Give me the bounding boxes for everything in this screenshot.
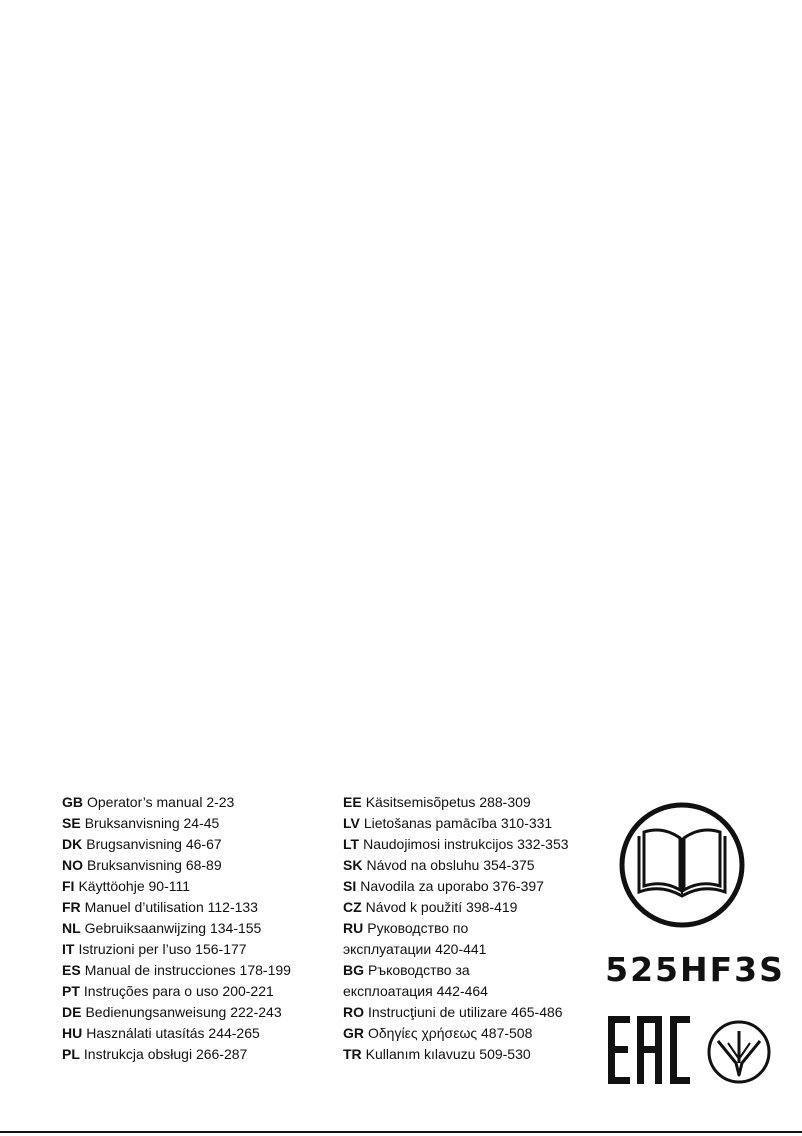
language-code: EE xyxy=(343,794,362,810)
language-entry-it xyxy=(62,939,332,960)
language-entry-gb xyxy=(62,792,332,813)
language-entry-ro xyxy=(343,1002,593,1023)
bottom-rule xyxy=(0,1131,802,1133)
manual-title-pages: Istruzioni per l’uso 156-177 xyxy=(78,941,247,957)
language-entry-pt xyxy=(62,981,332,1002)
language-code: RO xyxy=(343,1004,364,1020)
language-code: BG xyxy=(343,962,364,978)
manual-title: Руководство по xyxy=(367,920,469,936)
manual-title-pages: Bruksanvisning 24-45 xyxy=(84,815,220,831)
language-code: RU xyxy=(343,920,364,936)
manual-title-pages: Manual de instrucciones 178-199 xyxy=(84,962,291,978)
language-entry-ru xyxy=(343,918,593,960)
language-list-right xyxy=(343,792,593,1065)
manual-title-pages: Návod na obsluhu 354-375 xyxy=(366,857,535,873)
language-list-left xyxy=(62,792,332,1065)
language-code: SE xyxy=(62,815,81,831)
language-entry-lv xyxy=(343,813,593,834)
manual-title-pages: Használati utasítás 244-265 xyxy=(86,1025,260,1041)
language-entry-gr xyxy=(343,1023,593,1044)
manual-title-continuation-pages: эксплуатации 420-441 xyxy=(343,941,487,957)
language-code: ES xyxy=(62,962,81,978)
language-entry-se xyxy=(62,813,332,834)
language-entry-no xyxy=(62,855,332,876)
language-code: TR xyxy=(343,1046,362,1062)
language-code: IT xyxy=(62,941,75,957)
language-entry-es xyxy=(62,960,332,981)
language-entry-dk xyxy=(62,834,332,855)
language-entry-pl xyxy=(62,1044,332,1065)
ua-conformity-mark-icon xyxy=(706,1019,772,1085)
language-code: NO xyxy=(62,857,83,873)
manual-title-pages: Bruksanvisning 68-89 xyxy=(87,857,222,873)
eac-mark-icon xyxy=(606,1014,692,1086)
language-code: NL xyxy=(62,920,81,936)
language-entry-fi xyxy=(62,876,332,897)
manual-title-pages: Brugsanvisning 46-67 xyxy=(86,836,222,852)
manual-title: Ръководство за xyxy=(368,962,470,978)
language-code: FR xyxy=(62,899,81,915)
language-code: GB xyxy=(62,794,83,810)
language-entry-si xyxy=(343,876,593,897)
language-entry-tr xyxy=(343,1044,593,1065)
manual-title-pages: Operator’s manual 2-23 xyxy=(87,794,235,810)
manual-title-pages: Käyttöohje 90-111 xyxy=(78,878,191,894)
language-code: PT xyxy=(62,983,80,999)
language-code: DE xyxy=(62,1004,82,1020)
language-entry-bg xyxy=(343,960,593,1002)
language-entry-lt xyxy=(343,834,593,855)
manual-title-pages: Kullanım kılavuzu 509-530 xyxy=(365,1046,531,1062)
manual-title-pages: Οδηγίες χρήσεως 487-508 xyxy=(368,1025,533,1041)
manual-title-continuation-pages: експлоатация 442-464 xyxy=(343,983,488,999)
manual-title-pages: Instrucţiuni de utilizare 465-486 xyxy=(368,1004,563,1020)
language-code: SK xyxy=(343,857,363,873)
language-code: FI xyxy=(62,878,75,894)
manual-title-pages: Návod k použití 398-419 xyxy=(365,899,518,915)
language-entry-ee xyxy=(343,792,593,813)
language-entry-hu xyxy=(62,1023,332,1044)
language-entry-nl xyxy=(62,918,332,939)
language-entry-sk xyxy=(343,855,593,876)
language-code: LV xyxy=(343,815,360,831)
manual-title-pages: Instruções para o uso 200-221 xyxy=(83,983,274,999)
manual-title-pages: Navodila za uporabo 376-397 xyxy=(360,878,544,894)
language-entry-cz xyxy=(343,897,593,918)
language-code: PL xyxy=(62,1046,80,1062)
language-code: HU xyxy=(62,1025,83,1041)
model-name: 525HF3S xyxy=(605,950,785,989)
language-code: CZ xyxy=(343,899,362,915)
language-code: GR xyxy=(343,1025,364,1041)
language-code: DK xyxy=(62,836,83,852)
language-code: SI xyxy=(343,878,357,894)
language-entry-de xyxy=(62,1002,332,1023)
manual-title-pages: Instrukcja obsługi 266-287 xyxy=(83,1046,248,1062)
language-code: LT xyxy=(343,836,360,852)
open-book-icon xyxy=(617,800,747,930)
manual-title-pages: Bedienungsanweisung 222-243 xyxy=(85,1004,282,1020)
manual-title-pages: Lietošanas pamācība 310-331 xyxy=(363,815,553,831)
manual-title-pages: Gebruiksaanwijzing 134-155 xyxy=(84,920,262,936)
language-entry-fr xyxy=(62,897,332,918)
manual-title-pages: Käsitsemisõpetus 288-309 xyxy=(365,794,531,810)
manual-title-pages: Manuel d’utilisation 112-133 xyxy=(84,899,258,915)
manual-title-pages: Naudojimosi instrukcijos 332-353 xyxy=(363,836,569,852)
